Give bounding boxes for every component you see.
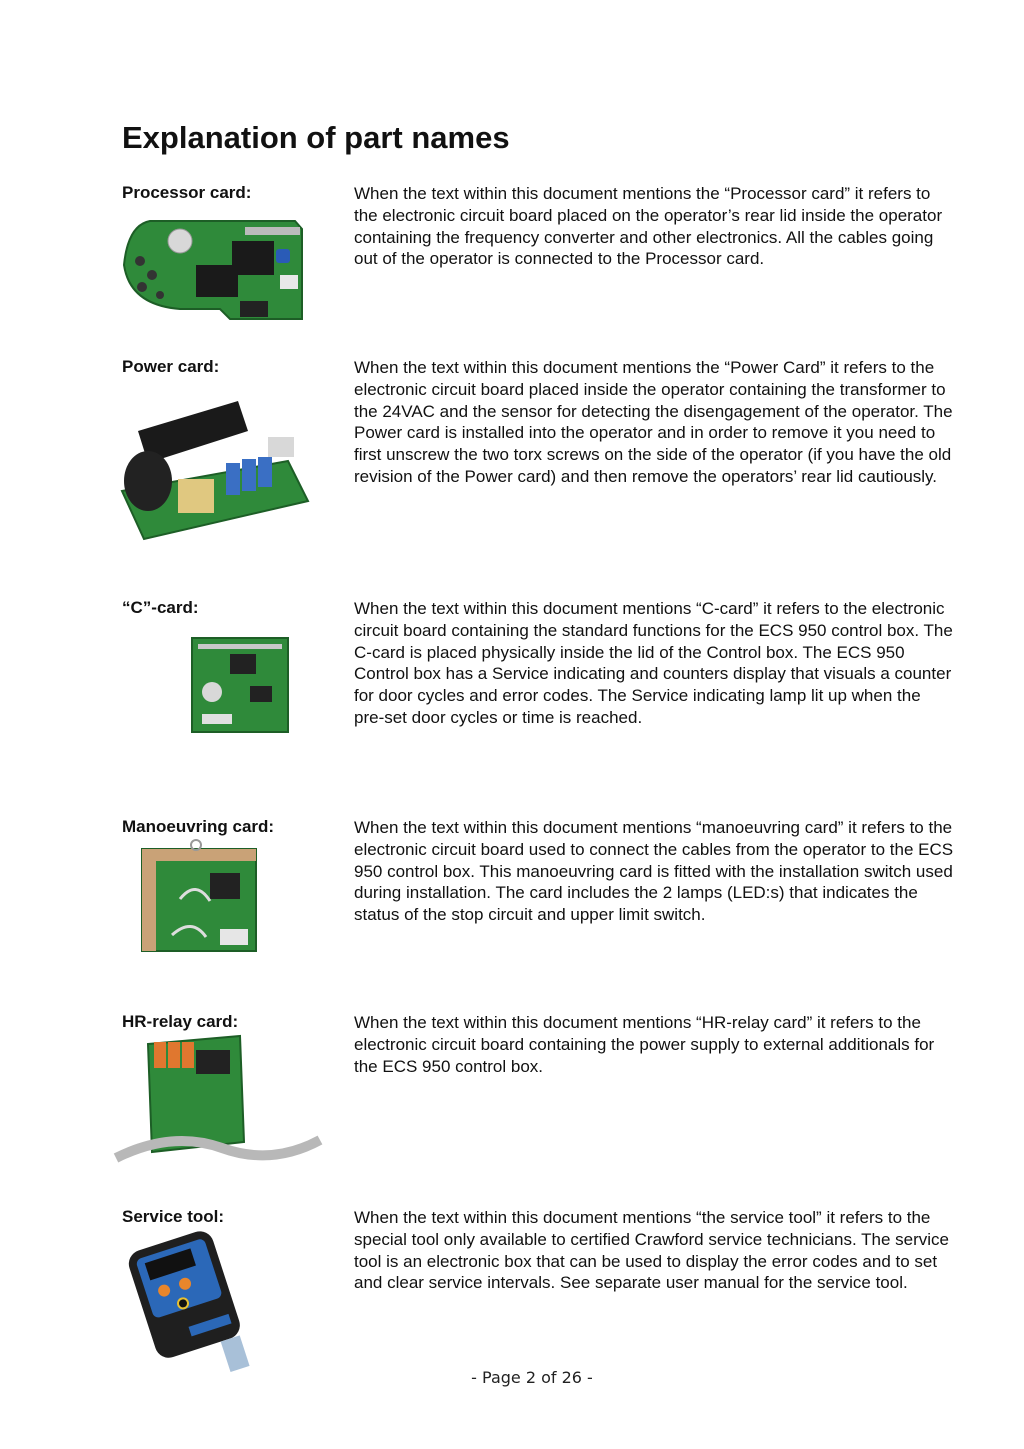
part-label: Processor card: (122, 183, 252, 202)
part-description: When the text within this document mentions “C-card” it refers to the electronic circuit board containing the standard functions for the ECS 950 control box. The C-card is placed physically inside the lid of the Control box. The ECS 950 Control box has a Service indicating and counters display that visuals a counter for door cycles and error codes. The Service indicating lamp lit up when the pre-set door cycles or time is reached. (354, 599, 953, 727)
page-title: Explanation of part names (122, 120, 510, 155)
part-label: “C”-card: (122, 598, 199, 617)
service-tool-photo (120, 1229, 260, 1379)
part-label: HR-relay card: (122, 1012, 239, 1031)
part-description: When the text within this document mentions the “Power Card” it refers to the electronic circuit board placed inside the operator containing the transformer to the 24VAC and the sensor for detecting the disengagement of the operator. The Power card is installed into the operator and in order to remove it you need to first unscrew the two torx screws on the side of the operator (if you have the old revision of the Power card) and then remove the operators’ rear lid cautiously. (354, 358, 953, 486)
part-description: When the text within this document mentions “the service tool” it refers to the special tool only available to certified Crawford service technicians. The service tool is an electronic box that can be used to display the error codes and to set and clear service intervals. See separate user manual for the service tool. (354, 1208, 949, 1293)
part-description: When the text within this document mentions the “Processor card” it refers to the electronic circuit board placed on the operator’s rear lid inside the operator containing the frequency converter and other electronics. All the cables going out of the operator is connected to the Processor card. (354, 184, 943, 269)
hr-relay-card-photo (112, 1034, 324, 1170)
part-description: When the text within this document mentions “manoeuvring card” it refers to the electronic circuit board used to connect the cables from the operator to the ECS 950 control box. This manoeuvring card is fitted with the installation switch used during installation. The card includes the 2 lamps (LED:s) that indicates the status of the stop circuit and upper limit switch. (354, 818, 954, 925)
processor-card-photo (120, 215, 310, 327)
manoeuvring-card-photo (136, 839, 261, 955)
part-label: Service tool: (122, 1207, 225, 1226)
part-label: Manoeuvring card: (122, 817, 275, 836)
part-label: Power card: (122, 357, 220, 376)
power-card-photo (108, 401, 313, 543)
page-footer: - Page 2 of 26 - (471, 1368, 593, 1387)
c-card-photo (190, 636, 290, 734)
part-description: When the text within this document mentions “HR-relay card” it refers to the electronic circuit board containing the power supply to external additionals for the ECS 950 control box. (354, 1013, 935, 1076)
